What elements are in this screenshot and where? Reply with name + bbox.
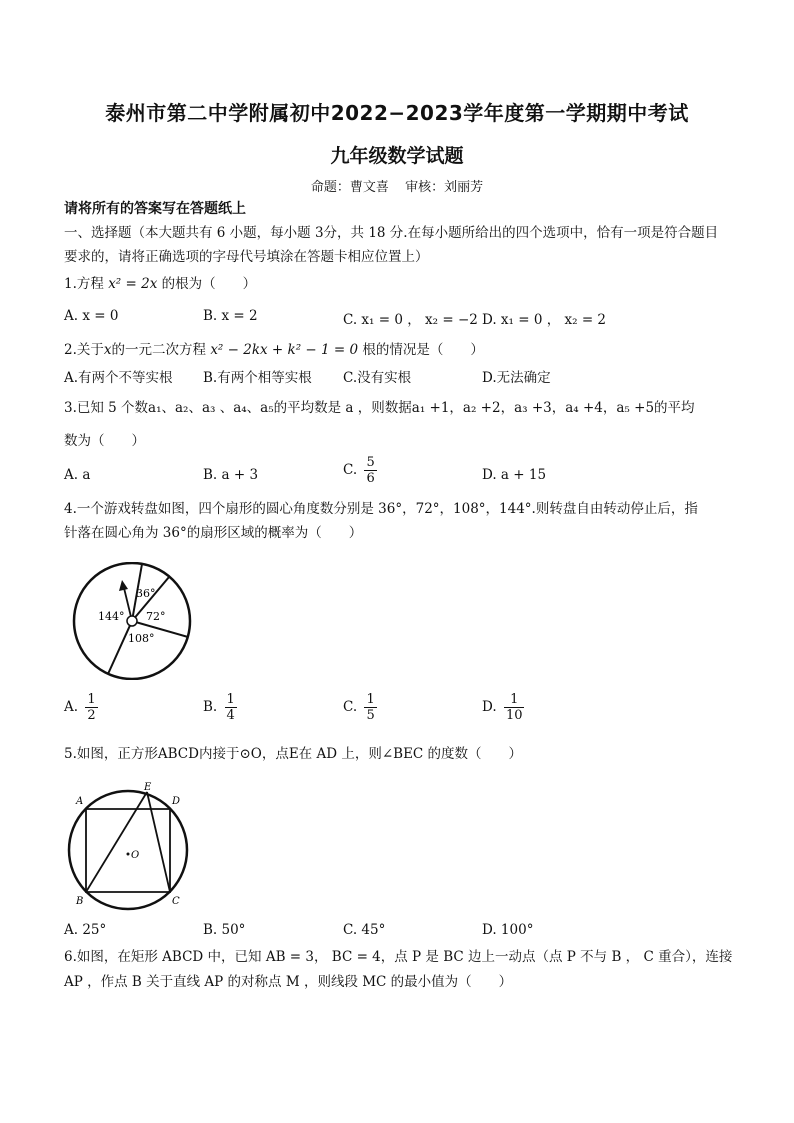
spinner-divider-3	[108, 621, 132, 674]
q4-option-a-fraction	[85, 692, 97, 723]
segment-eb	[86, 792, 147, 892]
q2-equation: x² − 2kx + k² − 1 = 0	[210, 342, 359, 358]
reviewer: 审核：刘丽芳	[405, 180, 484, 195]
q4-option-c-num: 1	[366, 692, 375, 707]
spinner-arrowhead	[119, 580, 128, 591]
label-d: D	[172, 796, 181, 807]
exam-meta	[0, 176, 794, 195]
section1-line2: 要求的，请将正确选项的字母代号填涂在答题卡相应位置上）	[64, 249, 429, 265]
q4-option-d[interactable]	[482, 692, 524, 723]
q2-stem-a: 2.关于	[64, 342, 104, 358]
q2-option-a[interactable]: A.有两个不等实根	[64, 370, 173, 386]
q1-option-b[interactable]: B. x = 2	[203, 308, 258, 324]
q3-line1: 3.已知 5 个数a₁、a₂、a₃ 、a₄、a₅的平均数是 a ，则数据a₁ +1，a₂ +2，a₃ +3，a₄ +4，a₅ +5的平均	[64, 400, 695, 416]
section1-line1: 一、选择题（本大题共有 6 小题，每小题 3分，共 18 分.在每小题所给出的四个选项中，恰有一项是符合题目	[64, 225, 719, 241]
q4-option-a-num: 1	[87, 692, 96, 707]
q5-option-d[interactable]: D. 100°	[482, 922, 534, 938]
q4-option-c-fraction	[364, 692, 376, 723]
q3-option-b[interactable]: B. a + 3	[203, 467, 259, 483]
q4-option-a[interactable]	[64, 692, 98, 723]
exam-subtitle: 九年级数学试题	[330, 145, 464, 167]
spinner-figure	[66, 562, 202, 680]
q1-option-a[interactable]: A. x = 0	[64, 308, 119, 324]
q4-option-d-fraction	[504, 692, 525, 723]
q3-option-c-label: C.	[343, 462, 358, 478]
q4-option-b[interactable]	[203, 692, 237, 723]
q4-option-b-label: B.	[203, 699, 218, 715]
label-e: E	[144, 782, 152, 793]
label-o: O	[131, 850, 140, 861]
q2-stem-b: 的一元二次方程	[111, 342, 207, 358]
q4-option-d-den: 10	[505, 708, 523, 723]
q3-line2: 数为（ ）	[64, 433, 145, 449]
q3-option-c-num: 5	[366, 455, 375, 470]
q3-option-c-den: 6	[366, 471, 375, 486]
label-108: 108°	[128, 632, 155, 645]
q4-option-d-label: D.	[482, 699, 497, 715]
q4-line2: 针落在圆心角为 36°的扇形区域的概率为（ ）	[64, 525, 363, 541]
spinner-hub	[127, 616, 137, 626]
q2-option-c[interactable]: C.没有实根	[343, 370, 412, 386]
label-72: 72°	[146, 610, 166, 623]
q1-option-c[interactable]: C. x₁ = 0 ， x₂ = −2	[343, 312, 478, 328]
q6-line2: AP ，作点 B 关于直线 AP 的对称点 M ，则线段 MC 的最小值为（ ）	[64, 974, 513, 990]
q2-option-b[interactable]: B.有两个相等实根	[203, 370, 312, 386]
center-point	[127, 853, 130, 856]
label-b: B	[76, 896, 84, 907]
q4-option-c[interactable]	[343, 692, 377, 723]
q5-option-a[interactable]: A. 25°	[64, 922, 107, 938]
q4-option-a-label: A.	[64, 699, 79, 715]
q2-stem	[64, 341, 484, 359]
q3-option-c-fraction	[364, 455, 376, 486]
q4-option-c-label: C.	[343, 699, 358, 715]
q2-var: x	[103, 342, 112, 358]
q1-option-d[interactable]: D. x₁ = 0 ， x₂ = 2	[482, 312, 607, 328]
q1-stem	[64, 275, 256, 293]
q1-stem-a: 1.方程	[64, 276, 104, 292]
q3-option-a[interactable]: A. a	[64, 467, 91, 483]
q4-option-a-den: 2	[87, 708, 96, 723]
q4-option-d-num: 1	[504, 692, 525, 708]
q4-line1: 4.一个游戏转盘如图，四个扇形的圆心角度数分别是 36°，72°，108°，144°.则转盘自由转动停止后，指	[64, 501, 698, 517]
q4-option-c-den: 5	[366, 708, 375, 723]
exam-title: 泰州市第二中学附属初中2022−2023学年度第一学期期中考试	[105, 101, 689, 125]
square-circle-figure	[60, 782, 196, 912]
q5-option-b[interactable]: B. 50°	[203, 922, 246, 938]
q4-option-b-den: 4	[226, 708, 235, 723]
label-36: 36°	[136, 587, 156, 600]
q3-option-c[interactable]	[343, 455, 377, 486]
q4-option-b-fraction	[225, 692, 237, 723]
q1-stem-b: 的根为（ ）	[161, 276, 257, 292]
q2-stem-c: 根的情况是（ ）	[362, 342, 484, 358]
q4-option-b-num: 1	[226, 692, 235, 707]
q2-option-d[interactable]: D.无法确定	[482, 370, 551, 386]
instruction: 请将所有的答案写在答题纸上	[64, 201, 246, 217]
q5-stem: 5.如图，正方形ABCD内接于⊙O，点E在 AD 上，则∠BEC 的度数（ ）	[64, 746, 523, 762]
proposer: 命题：曹文喜	[310, 180, 389, 195]
label-c: C	[172, 896, 180, 907]
q3-option-d[interactable]: D. a + 15	[482, 467, 547, 483]
label-a: A	[76, 796, 84, 807]
label-144: 144°	[98, 610, 125, 623]
q5-option-c[interactable]: C. 45°	[343, 922, 386, 938]
q1-equation: x² = 2x	[108, 276, 158, 292]
q6-line1: 6.如图，在矩形 ABCD 中，已知 AB = 3， BC = 4，点 P 是 BC 边上一动点（点 P 不与 B ， C 重合），连接	[64, 949, 733, 965]
